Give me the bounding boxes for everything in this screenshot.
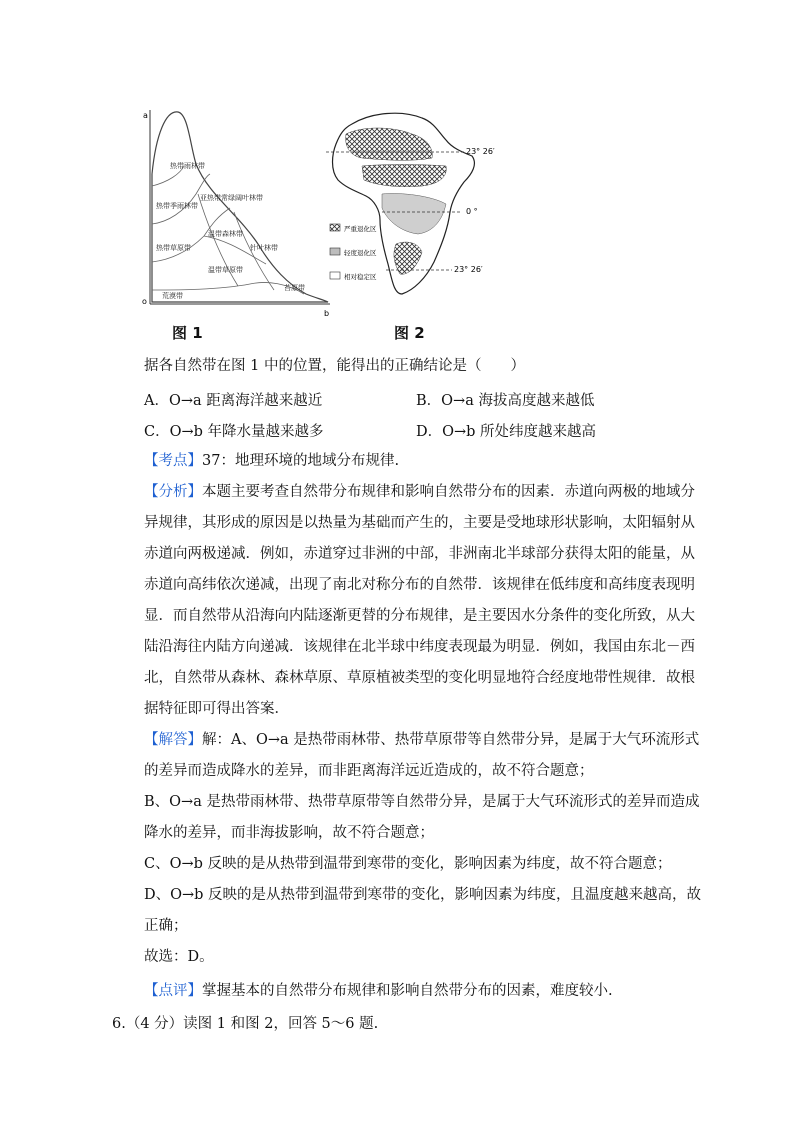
fenxi-line <box>144 482 695 502</box>
axis-origin-label: o <box>142 297 147 306</box>
zone-label: 针叶林带 <box>250 244 278 252</box>
zone-label: 热带草原带 <box>156 244 191 252</box>
option-c: C．O→b 年降水量越来越多 <box>144 424 324 440</box>
legend-label: 严重退化区 <box>344 225 377 233</box>
legend-label: 相对稳定区 <box>344 273 377 281</box>
fenxi-text: 本题主要考查自然带分布规律和影响自然带分布的因素．赤道向两极的地域分 <box>202 484 695 500</box>
jieda-text: 降水的差异，而非海拔影响，故不符合题意； <box>144 825 434 841</box>
fenxi-text: 据特征即可得出答案． <box>144 701 289 717</box>
lat-north-label: 23° 26′ <box>466 147 495 156</box>
zone-label: 热带雨林带 <box>170 162 205 170</box>
jieda-tag: 【解答】 <box>144 732 202 748</box>
fenxi-text: 赤道向两极递减．例如，赤道穿过非洲的中部，非洲南北半球部分获得太阳的能量，从 <box>144 546 695 562</box>
legend-swatch-severe <box>330 224 340 231</box>
figure-1-caption: 图 1 <box>172 324 203 342</box>
jieda-text: C、O→b 反映的是从热带到温带到寒带的变化，影响因素为纬度，故不符合题意； <box>144 856 672 872</box>
lat-south-label: 23° 26′ <box>454 265 483 274</box>
option-d: D．O→b 所处纬度越来越高 <box>416 424 597 440</box>
option-a: A．O→a 距离海洋越来越近 <box>144 393 323 409</box>
legend-label: 轻度退化区 <box>344 249 377 257</box>
jieda-text: D、O→b 反映的是从热带到温带到寒带的变化，影响因素为纬度，且温度越来越高，故 <box>144 887 702 903</box>
fenxi-text: 北，自然带从森林、森林草原、草原植被类型的变化明显地符合经度地带性规律．故根 <box>144 670 695 686</box>
zone-diagram <box>138 104 338 319</box>
dianping-line <box>144 981 613 1001</box>
zone-label: 温带森林带 <box>208 230 243 238</box>
fenxi-text: 异规律，其形成的原因是以热量为基础而产生的，主要是受地球形状影响，太阳辐射从 <box>144 515 695 531</box>
dianping-tag: 【点评】 <box>144 983 202 999</box>
fenxi-text: 显．而自然带从沿海向内陆逐渐更替的分布规律，是主要因水分条件的变化所致，从大 <box>144 608 695 624</box>
jieda-text: 故选：D。 <box>144 949 214 965</box>
jieda-text: B、O→a 是热带雨林带、热带草原带等自然带分异，是属于大气环流形式的差异而造成 <box>144 794 700 810</box>
lat-equator-label: 0 ° <box>466 207 478 216</box>
zone-label: 荒漠带 <box>162 292 183 300</box>
jieda-text: 解：A、O→a 是热带雨林带、热带草原带等自然带分异，是属于大气环流形式 <box>202 732 700 748</box>
dianping-text: 掌握基本的自然带分布规律和影响自然带分布的因素，难度较小. <box>202 983 613 999</box>
figure-1 <box>138 104 338 319</box>
jieda-text: 正确； <box>144 918 188 934</box>
option-b: B．O→a 海拔高度越来越低 <box>416 393 595 409</box>
axis-a-label: a <box>143 111 148 120</box>
fenxi-text: 陆沿海往内陆方向递减．该规律在北半球中纬度表现最为明显．例如，我国由东北－西 <box>144 639 695 655</box>
zone-label: 苔原带 <box>284 284 305 292</box>
legend-swatch-stable <box>330 272 340 279</box>
axis-b-label: b <box>324 309 330 318</box>
kaodian-text: 37：地理环境的地域分布规律. <box>202 453 400 469</box>
kaodian-tag: 【考点】 <box>144 453 202 469</box>
figure-2 <box>322 104 522 319</box>
zone-label: 亚热带常绿阔叶林带 <box>200 194 263 202</box>
jieda-line <box>144 730 699 750</box>
zone-label: 热带季雨林带 <box>156 202 198 210</box>
figure-2-caption: 图 2 <box>394 324 425 342</box>
zone-label: 温带草原带 <box>208 266 243 274</box>
jieda-text: 的差异而造成降水的差异，而非距离海洋远近造成的，故不符合题意； <box>144 763 594 779</box>
fenxi-tag: 【分析】 <box>144 484 202 500</box>
africa-map <box>322 104 522 319</box>
kaodian-line <box>144 451 399 471</box>
question-text: 据各自然带在图 1 中的位置，能得出的正确结论是（ ） <box>144 358 525 374</box>
fenxi-text: 赤道向高纬依次递减，出现了南北对称分布的自然带．该规律在低纬度和高纬度表现明 <box>144 577 695 593</box>
legend-swatch-light <box>330 248 340 255</box>
next-question: 6.（4 分）读图 1 和图 2，回答 5～6 题. <box>112 1016 379 1032</box>
